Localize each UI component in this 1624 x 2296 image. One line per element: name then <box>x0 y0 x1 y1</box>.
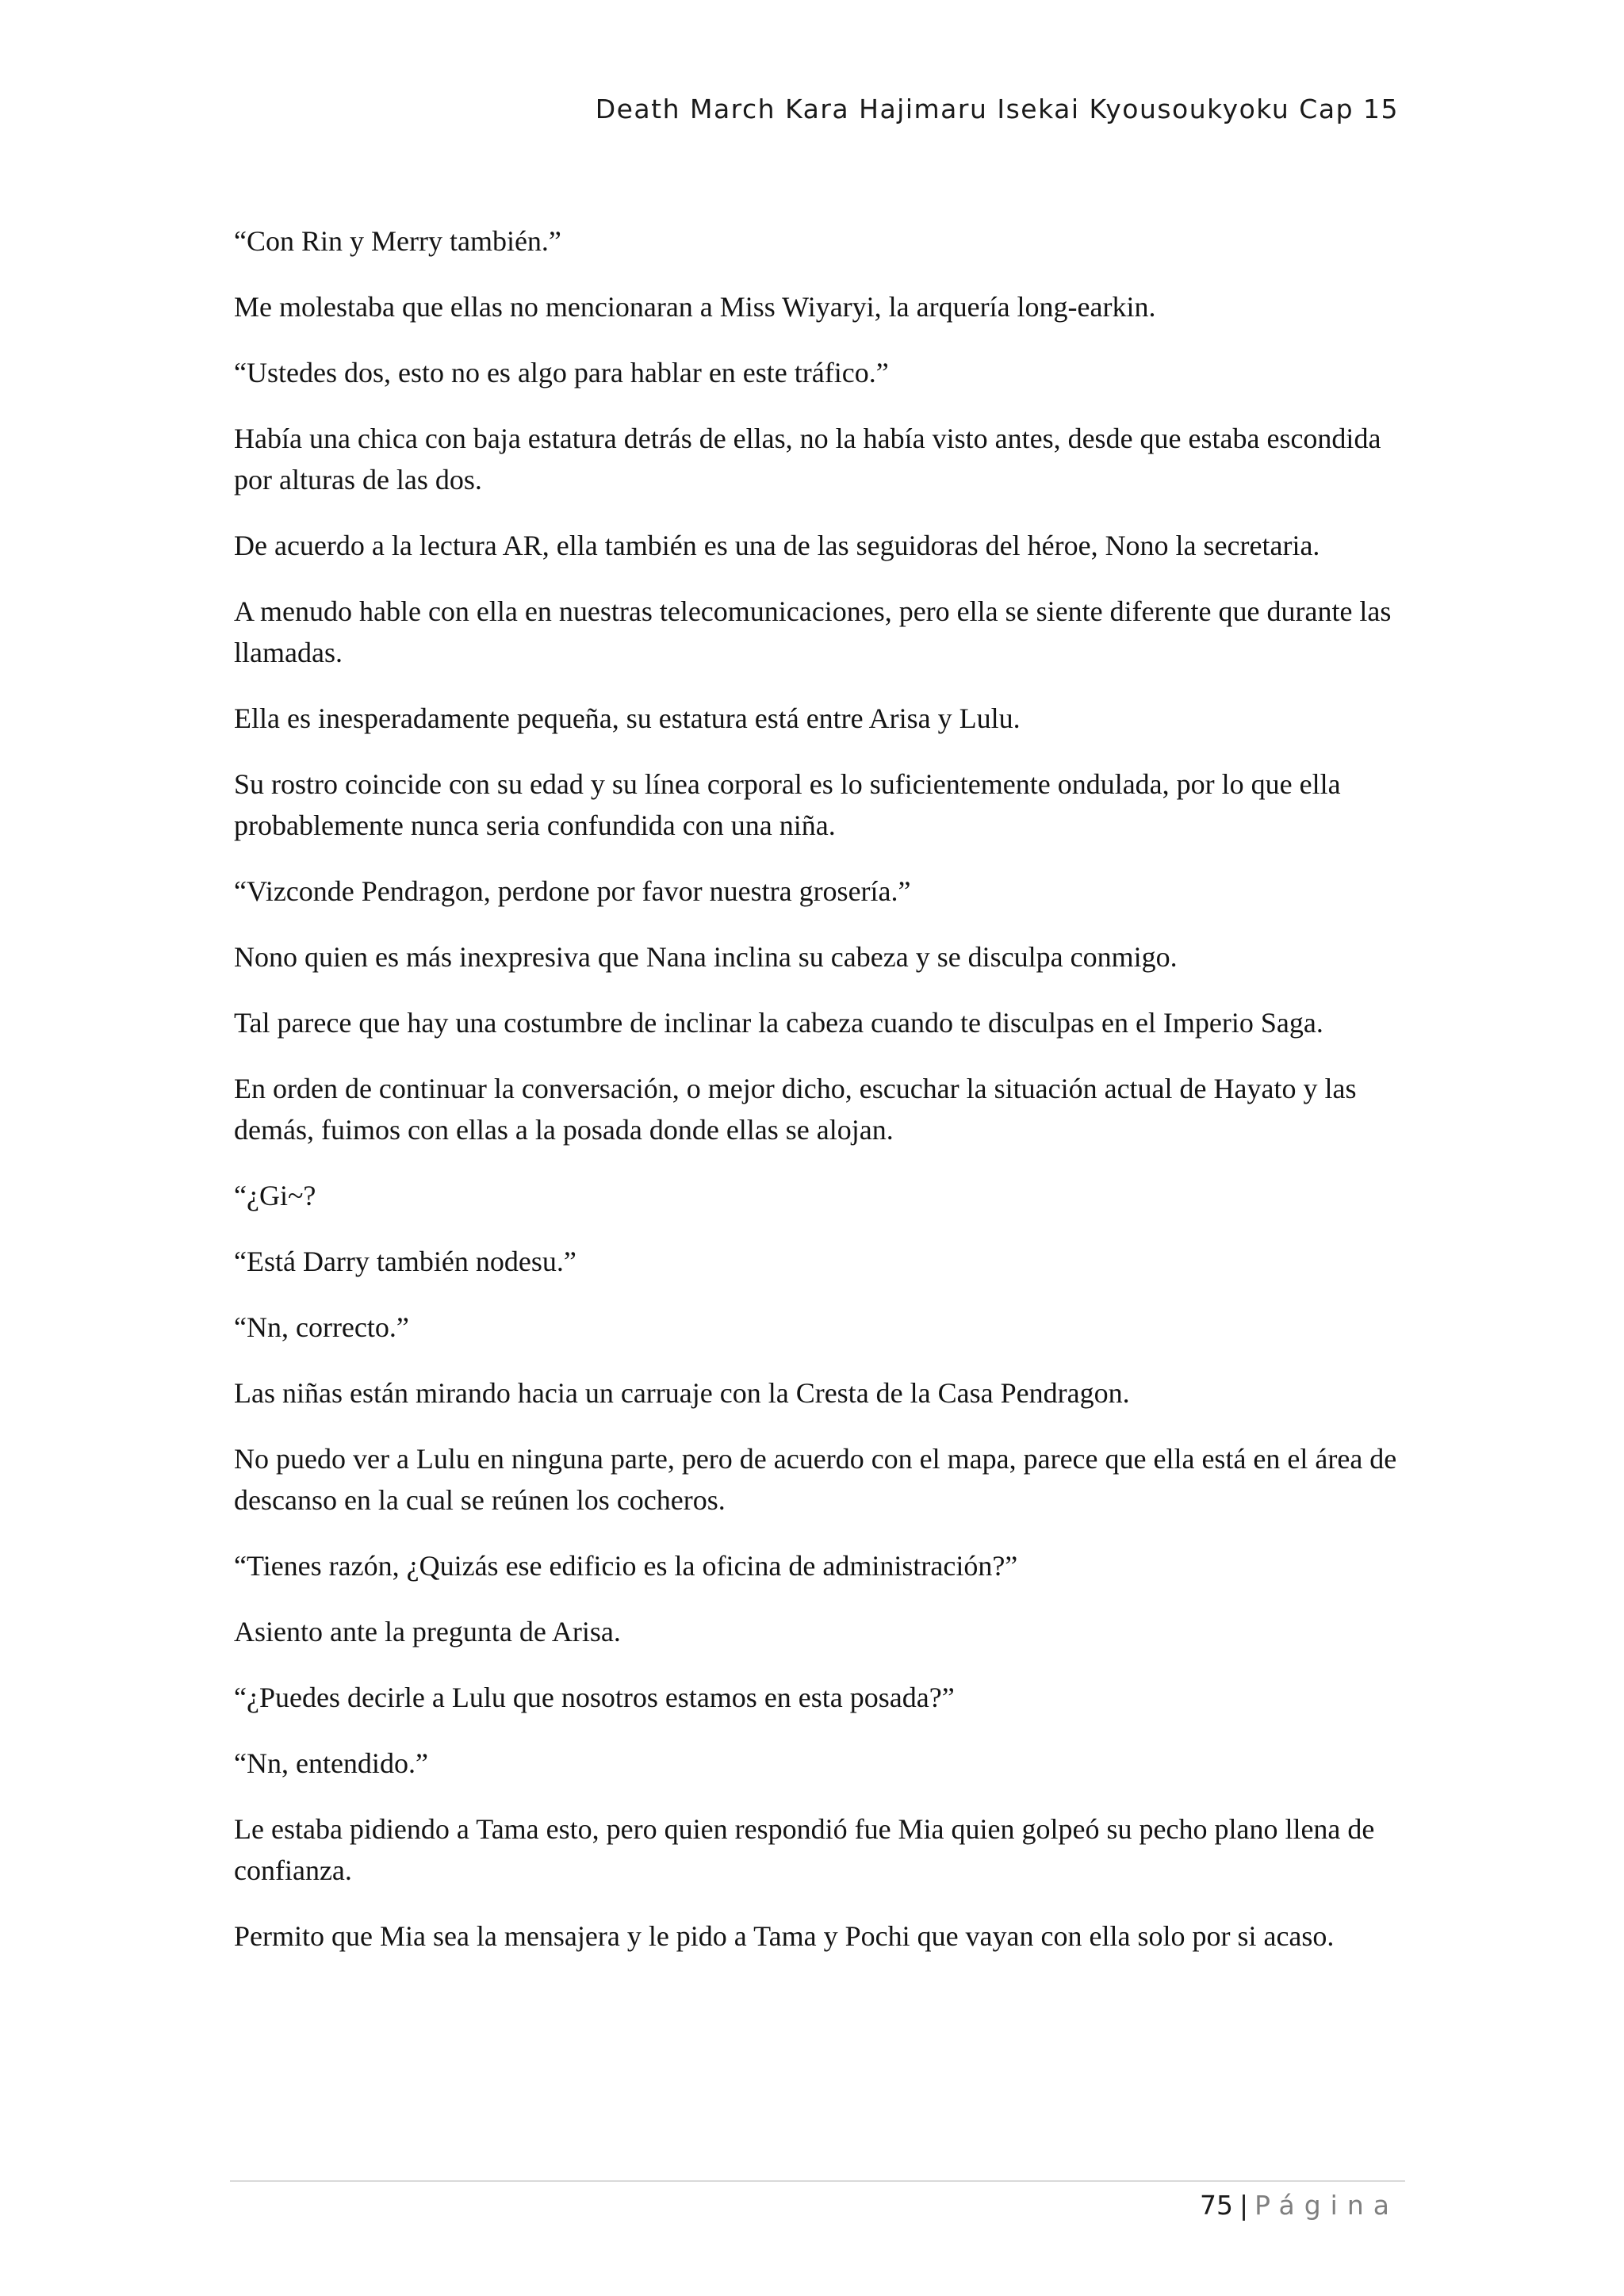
paragraph: Había una chica con baja estatura detrás de ellas, no la había visto antes, desde que estaba escondida por alturas de las dos. <box>234 423 1381 496</box>
paragraph: “¿Gi~? <box>234 1180 316 1211</box>
paragraph: “¿Puedes decirle a Lulu que nosotros estamos en esta posada?” <box>234 1682 955 1713</box>
paragraph: “Ustedes dos, esto no es algo para hablar en este tráfico.” <box>234 357 889 388</box>
paragraph: “Nn, entendido.” <box>234 1747 428 1779</box>
paragraph: “Con Rin y Merry también.” <box>234 225 561 257</box>
paragraph: “Tienes razón, ¿Quizás ese edificio es la oficina de administración?” <box>234 1550 1018 1582</box>
paragraph: A menudo hable con ella en nuestras telecomunicaciones, pero ella se siente diferente que durante las llamadas. <box>234 595 1392 668</box>
page-footer <box>1200 2190 1399 2221</box>
paragraph: “Está Darry también nodesu.” <box>234 1246 576 1277</box>
paragraph: Ella es inesperadamente pequeña, su estatura está entre Arisa y Lulu. <box>234 702 1021 734</box>
paragraph: Las niñas están mirando hacia un carruaje con la Cresta de la Casa Pendragon. <box>234 1377 1130 1409</box>
paragraph: Le estaba pidiendo a Tama esto, pero quien respondió fue Mia quien golpeó su pecho plano llena de confianza. <box>234 1813 1375 1886</box>
page-label: Página <box>1254 2190 1399 2221</box>
paragraph: Tal parece que hay una costumbre de inclinar la cabeza cuando te disculpas en el Imperio Saga. <box>234 1007 1323 1039</box>
paragraph: En orden de continuar la conversación, o mejor dicho, escuchar la situación actual de Hayato y las demás, fuimos con ellas a la posada donde ellas se alojan. <box>234 1073 1357 1146</box>
paragraph: Asiento ante la pregunta de Arisa. <box>234 1616 621 1647</box>
paragraph: Nono quien es más inexpresiva que Nana inclina su cabeza y se disculpa conmigo. <box>234 941 1178 973</box>
body-text <box>234 220 1400 1981</box>
paragraph: “Nn, correcto.” <box>234 1311 409 1343</box>
footer-separator: | <box>1239 2190 1249 2221</box>
running-header: Death March Kara Hajimaru Isekai Kyousoukyoku Cap 15 <box>595 94 1399 124</box>
paragraph: De acuerdo a la lectura AR, ella también es una de las seguidoras del héroe, Nono la secretaria. <box>234 530 1320 561</box>
paragraph: Su rostro coincide con su edad y su línea corporal es lo suficientemente ondulada, por lo que ella probablemente nunca seria confundida con una niña. <box>234 768 1341 841</box>
paragraph: Permito que Mia sea la mensajera y le pido a Tama y Pochi que vayan con ella solo por si acaso. <box>234 1920 1335 1952</box>
page-number: 75 <box>1199 2190 1233 2221</box>
paragraph: No puedo ver a Lulu en ninguna parte, pero de acuerdo con el mapa, parece que ella está en el área de descanso en la cual se reúnen los cocheros. <box>234 1443 1397 1516</box>
paragraph: “Vizconde Pendragon, perdone por favor nuestra grosería.” <box>234 875 911 907</box>
paragraph: Me molestaba que ellas no mencionaran a Miss Wiyaryi, la arquería long-earkin. <box>234 291 1156 323</box>
footer-divider <box>230 2180 1405 2182</box>
